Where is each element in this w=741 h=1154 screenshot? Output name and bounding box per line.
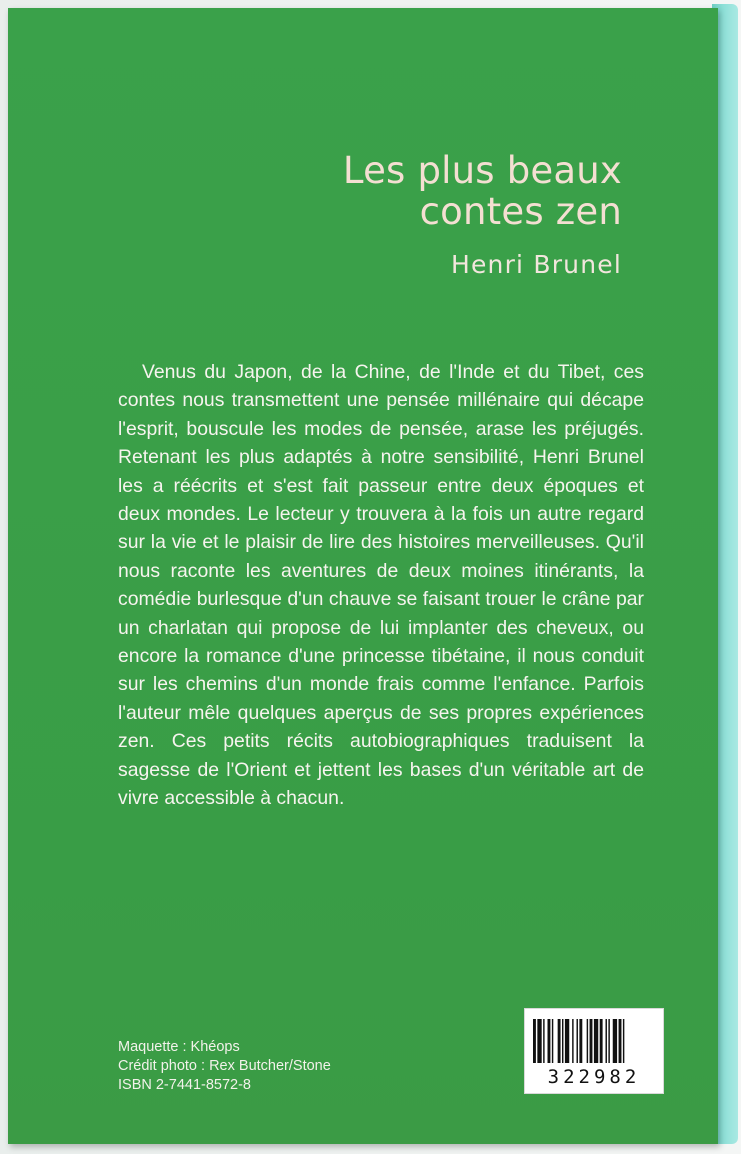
book-title-line-1: Les plus beaux xyxy=(342,149,622,192)
blurb-text: Venus du Japon, de la Chine, de l'Inde et du Tibet, ces contes nous transmettent une pensée millénaire qui décape l'esprit, bouscule les modes de pensée, arase les préjugés. Retenant les plus adaptés à notre sensibilité, Henri Brunel les a réécrits et s'est fait passeur entre deux époques et deux mondes. Le lecteur y trouvera à la fois un autre regard sur la vie et le plaisir de lire des histoires merveilleuses. Qu'il nous raconte les aventures de deux moines itinérants, la comédie burlesque d'un chauve se faisant trouer le crâne par un charlatan qui propose de lui implanter des cheveux, ou encore la romance d'une princesse tibétaine, il nous conduit sur les chemins d'un monde frais comme l'enfance. Parfois l'auteur mêle quelques aperçus de ses propres expériences zen. Ces petits récits autobiographiques traduisent la sagesse de l'Orient et jettent les bases d'un véritable art de vivre accessible à chacun. xyxy=(118,361,644,810)
title-block xyxy=(343,150,622,279)
barcode-stripe xyxy=(600,1019,603,1063)
barcode-stripe xyxy=(533,1019,536,1063)
barcode-stripe xyxy=(623,1019,624,1063)
barcode-stripe xyxy=(548,1019,551,1063)
barcode-stripe xyxy=(565,1019,569,1063)
barcode-stripe xyxy=(606,1019,607,1063)
barcode-stripe xyxy=(594,1019,598,1063)
barcode-stripe xyxy=(558,1019,561,1063)
credit-photo: Crédit photo : Rex Butcher/Stone xyxy=(118,1058,331,1074)
barcode-number: 322982 xyxy=(547,1066,641,1088)
barcode-stripe xyxy=(579,1019,582,1063)
barcode-stripe xyxy=(562,1019,563,1063)
barcode-label xyxy=(524,1008,664,1094)
book-author: Henri Brunel xyxy=(450,250,622,279)
barcode-stripe xyxy=(543,1019,544,1063)
barcode-stripe xyxy=(572,1019,573,1063)
barcode-stripe xyxy=(552,1019,553,1063)
barcode-stripe xyxy=(613,1019,617,1063)
barcode-stripe xyxy=(590,1019,593,1063)
credit-maquette: Maquette : Khéops xyxy=(118,1039,240,1055)
book-back-cover xyxy=(8,8,718,1144)
barcode-stripe xyxy=(577,1019,578,1063)
credits-block xyxy=(118,1038,331,1095)
book-title-line-2: contes zen xyxy=(419,190,622,233)
barcode-stripe xyxy=(587,1019,588,1063)
barcode-stripe xyxy=(608,1019,609,1063)
barcode-stripe xyxy=(537,1019,541,1063)
isbn-text: ISBN 2-7441-8572-8 xyxy=(118,1077,251,1093)
barcode-stripe xyxy=(619,1019,622,1063)
barcode-bars xyxy=(533,1019,655,1063)
